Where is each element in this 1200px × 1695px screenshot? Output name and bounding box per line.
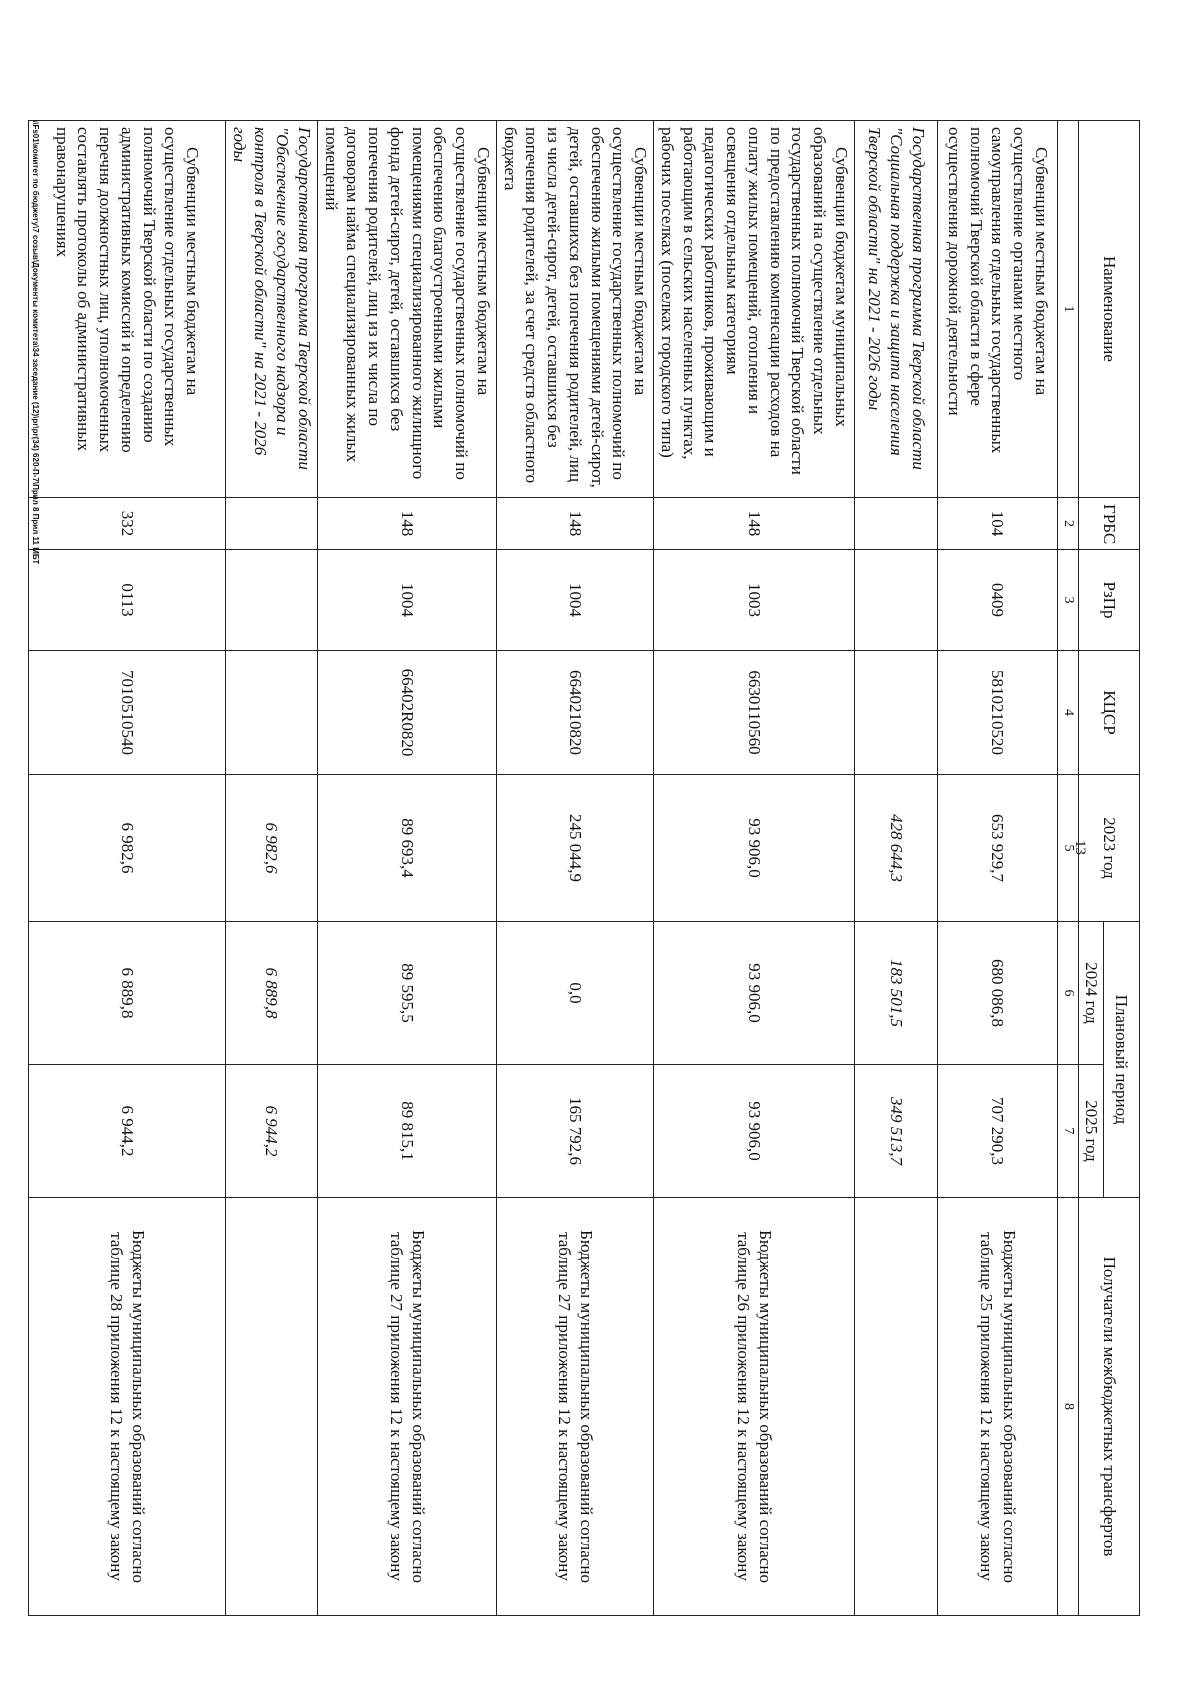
row-2024: 183 501,5 [855, 922, 938, 1065]
row-recipients: Бюджеты муниципальных образований согласно таблице 28 приложения 12 к настоящему закону [29, 1198, 226, 1616]
row-2024: 89 595,5 [318, 922, 497, 1065]
row-recipients [226, 1198, 318, 1616]
row-rzpr [226, 550, 318, 651]
row-2023: 653 929,7 [938, 775, 1058, 922]
row-2025: 707 290,3 [938, 1065, 1058, 1198]
row-2025: 6 944,2 [226, 1065, 318, 1198]
column-number: 5 [1058, 775, 1079, 922]
table-row [654, 121, 855, 1616]
row-rzpr: 1004 [318, 550, 497, 651]
table-row [938, 121, 1058, 1616]
table-row [318, 121, 497, 1616]
row-name: Субвенции бюджетам муниципальных образований на осуществление отдельных государственных полномочий Тверской области по предоставлению компенсации расходов на оплату жилых помещений, отопления и освещения отдельным категориям педагогических работников, проживающим и работающим в сельских населенных пунктах, рабочих поселках (поселках городского типа) [654, 121, 855, 498]
row-recipients: Бюджеты муниципальных образований согласно таблице 25 приложения 12 к настоящему закону [938, 1198, 1058, 1616]
table-row [29, 121, 226, 1616]
row-2024: 6 889,8 [29, 922, 226, 1065]
page-number: 13 [1072, 840, 1088, 855]
row-rzpr: 1003 [654, 550, 855, 651]
row-2023: 245 044,9 [497, 775, 654, 922]
row-grbs: 104 [938, 498, 1058, 550]
row-recipients: Бюджеты муниципальных образований согласно таблице 27 приложения 12 к настоящему закону [497, 1198, 654, 1616]
row-2024: 680 086,8 [938, 922, 1058, 1065]
header-rzpr: РзПр [1079, 550, 1140, 651]
row-2024: 0,0 [497, 922, 654, 1065]
column-number: 2 [1058, 498, 1079, 550]
row-name: Государственная программа Тверской области "Социальная поддержка и защита населения Тверской области" на 2021 - 2026 годы [855, 121, 938, 498]
row-grbs: 148 [497, 498, 654, 550]
row-2023: 6 982,6 [29, 775, 226, 922]
row-2023: 89 693,4 [318, 775, 497, 922]
row-name: Субвенции местным бюджетам на осуществление отдельных государственных полномочий Тверской области по созданию административных комиссий и определению перечня должностных лиц, уполномоченных составлять протоколы об административных правонарушениях [29, 121, 226, 498]
column-number: 6 [1058, 922, 1079, 1065]
header-2023: 2023 год [1079, 775, 1140, 922]
table-row [497, 121, 654, 1616]
row-grbs: 148 [318, 498, 497, 550]
transfers-table [28, 120, 1140, 1616]
row-2023: 6 982,6 [226, 775, 318, 922]
column-number: 1 [1058, 121, 1079, 498]
row-rzpr: 1004 [497, 550, 654, 651]
row-2025: 6 944,2 [29, 1065, 226, 1198]
row-recipients: Бюджеты муниципальных образований согласно таблице 27 приложения 12 к настоящему закону [318, 1198, 497, 1616]
header-grbs: ГРБС [1079, 498, 1140, 550]
row-rzpr: 0409 [938, 550, 1058, 651]
row-recipients [855, 1198, 938, 1616]
table-row [855, 121, 938, 1616]
row-kcsr: 66402R0820 [318, 651, 497, 775]
row-name: Субвенции местным бюджетам на осуществление государственных полномочий по обеспечению благоустроенными жилыми помещениями специализированного жилищного фонда детей-сирот, детей, оставшихся без попечения родителей, лиц из их числа по договорам найма специализированных жилых помещений [318, 121, 497, 498]
row-kcsr [855, 651, 938, 775]
header-kcsr: КЦСР [1079, 651, 1140, 775]
row-grbs [226, 498, 318, 550]
table-row [226, 121, 318, 1616]
row-kcsr: 6630110560 [654, 651, 855, 775]
row-2024: 93 906,0 [654, 922, 855, 1065]
row-2023: 428 644,3 [855, 775, 938, 922]
row-name: Субвенции местным бюджетам на осуществление органами местного самоуправления отдельных государственных полномочий Тверской области в сфере осуществления дорожной деятельности [938, 121, 1058, 498]
file-path-footer: \\Fs01\комитет по бюджету\7 созыв\Документы комитета\34 заседание (12)\pr\pr(34) 620-П-7\Прил 8 Прил 11 МБТ [31, 120, 40, 565]
column-number: 7 [1058, 1065, 1079, 1198]
row-name: Субвенции местным бюджетам на осуществление государственных полномочий по обеспечению жилыми помещениями детей-сирот, детей, оставшихся без попечения родителей, лиц из числа детей-сирот, детей, оставшихся без попечения родителей, за счет средств областного бюджета [497, 121, 654, 498]
row-kcsr: 5810210520 [938, 651, 1058, 775]
column-number: 3 [1058, 550, 1079, 651]
row-grbs: 332 [29, 498, 226, 550]
header-2025: 2025 год [1079, 1065, 1104, 1198]
row-name: Государственная программа Тверской области "Обеспечение государственного надзора и контроля в Тверской области" на 2021 - 2026 годы [226, 121, 318, 498]
row-2025: 165 792,6 [497, 1065, 654, 1198]
header-recipients: Получатели межбюджетных трансфертов [1079, 1198, 1140, 1616]
row-2025: 349 513,7 [855, 1065, 938, 1198]
header-name: Наименование [1079, 121, 1140, 498]
column-number: 8 [1058, 1198, 1079, 1616]
row-kcsr: 6640210820 [497, 651, 654, 775]
row-grbs [855, 498, 938, 550]
header-planned-period: Плановый период [1104, 922, 1140, 1198]
row-grbs: 148 [654, 498, 855, 550]
row-2025: 89 815,1 [318, 1065, 497, 1198]
row-2024: 6 889,8 [226, 922, 318, 1065]
row-rzpr: 0113 [29, 550, 226, 651]
row-rzpr [855, 550, 938, 651]
row-kcsr: 7010510540 [29, 651, 226, 775]
row-kcsr [226, 651, 318, 775]
row-2023: 93 906,0 [654, 775, 855, 922]
header-2024: 2024 год [1079, 922, 1104, 1065]
column-number: 4 [1058, 651, 1079, 775]
row-recipients: Бюджеты муниципальных образований согласно таблице 26 приложения 12 к настоящему закону [654, 1198, 855, 1616]
row-2025: 93 906,0 [654, 1065, 855, 1198]
